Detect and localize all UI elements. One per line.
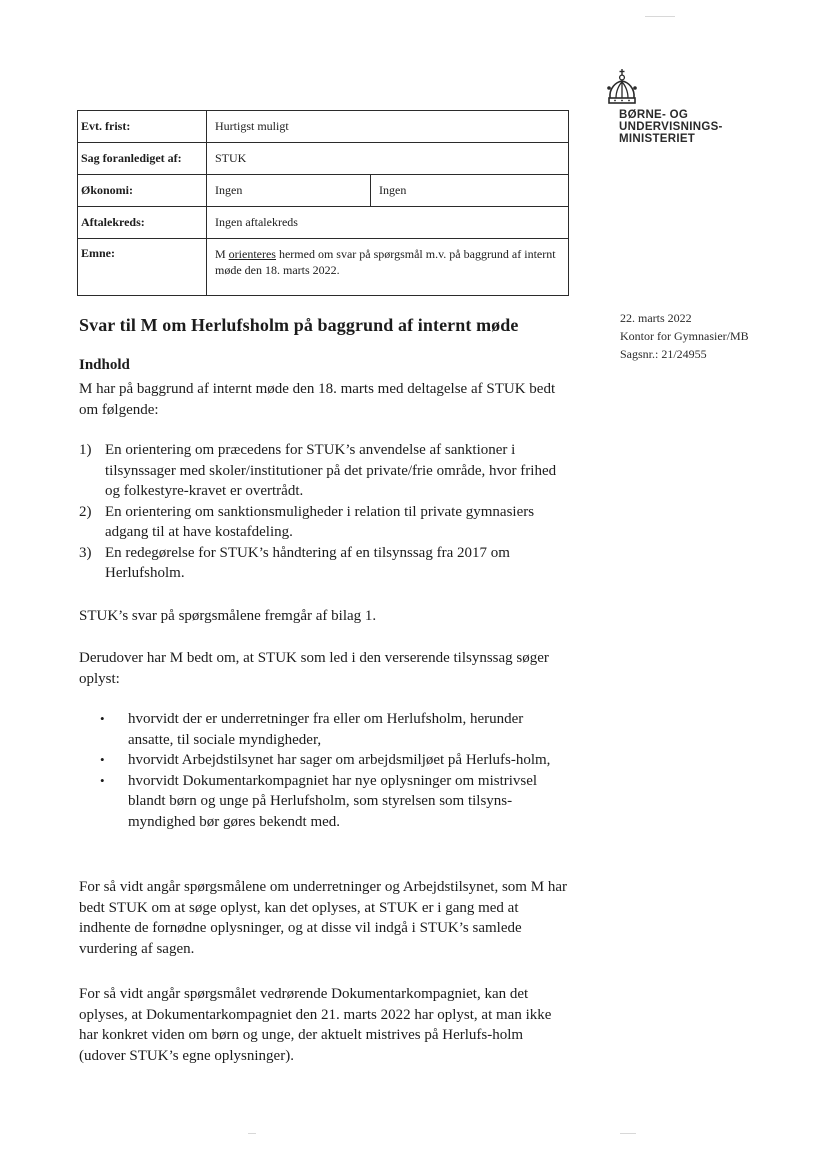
dokumentar-paragraph: For så vidt angår spørgsmålet vedrørende Dokumentarkompagniet, kan det oplyses, at Dokumentarkompagniet den 21. marts 2022 har oplyst, at man ikke har konkret viden om børn og unge, der aktuelt mistrives på Herlufs-holm (udover STUK’s egne oplysninger). <box>79 986 552 1064</box>
bullet-marker: • <box>100 772 105 788</box>
initiated-by-label: Sag foranlediget af: <box>78 143 207 175</box>
list-item-text: En redegørelse for STUK’s håndtering af en tilsynssag fra 2017 om Herlufsholm. <box>105 544 510 581</box>
subject-value <box>207 239 569 296</box>
table-row <box>78 207 569 239</box>
list-item-text: En orientering om præcedens for STUK’s anvendelse af sanktioner i tilsynssager med skoler/institutioner på det private/frie område, hvor frihed og folkestyre-kravet er overtrådt. <box>105 442 557 499</box>
deadline-value: Hurtigst muligt <box>207 111 569 143</box>
agreement-circle-value: Ingen aftalekreds <box>207 207 569 239</box>
ministry-name <box>619 109 723 145</box>
bullet-marker: • <box>100 711 105 726</box>
document-date: 22. marts 2022 <box>620 311 692 325</box>
table-row <box>78 143 569 175</box>
table-row <box>78 111 569 143</box>
scan-artifact <box>248 1133 256 1134</box>
list-item <box>79 502 569 543</box>
list-item-text: hvorvidt Dokumentarkompagniet har nye oplysninger om mistrivsel blandt børn og unge på Herlufsholm, som styrelsen som tilsyns-myndighed bør gøres bekendt med. <box>128 772 538 830</box>
intro-paragraph: M har på baggrund af internt møde den 18. marts med deltagelse af STUK bedt om følgende: <box>79 381 556 418</box>
list-item-text: En orientering om sanktionsmuligheder i relation til private gymnasiers adgang til at have kostafdeling. <box>105 503 535 540</box>
office-name: Kontor for Gymnasier/MB <box>620 329 749 343</box>
numbered-list <box>79 440 569 584</box>
document-meta <box>620 309 749 363</box>
subject-underlined: orienteres <box>228 247 276 261</box>
list-item-text: hvorvidt Arbejdstilsynet har sager om arbejdsmiljøet på Herlufs-holm, <box>128 752 551 768</box>
deadline-label: Evt. frist: <box>78 111 207 143</box>
table-row <box>78 239 569 296</box>
scan-artifact <box>645 16 675 17</box>
underretninger-paragraph: For så vidt angår spørgsmålene om underretninger og Arbejdstilsynet, som M har bedt STUK om at søge oplyst, kan det oplyses, at STUK er i gang med at indhente de fornødne oplysninger, og at disse vil indgå i STUK’s samlede vurdering af sagen. <box>79 879 567 957</box>
document-title: Svar til M om Herlufsholm på baggrund af internt møde <box>79 315 519 335</box>
case-info-table <box>77 110 569 296</box>
bullet-marker: • <box>100 752 105 767</box>
list-item <box>100 709 570 750</box>
list-item-number: 3) <box>79 544 92 561</box>
subject-label: Emne: <box>78 239 207 296</box>
economy-label: Økonomi: <box>78 175 207 207</box>
initiated-by-value: STUK <box>207 143 569 175</box>
list-item <box>100 750 570 771</box>
ministry-name-line2: UNDERVISNINGS- <box>619 121 723 133</box>
economy-value: Ingen <box>207 175 371 207</box>
ministry-name-line1: BØRNE- OG <box>619 109 689 121</box>
agreement-circle-label: Aftalekreds: <box>78 207 207 239</box>
answer-reference-paragraph: STUK’s svar på spørgsmålene fremgår af bilag 1. <box>79 608 377 624</box>
subject-prefix: M <box>215 247 229 261</box>
list-item <box>79 440 569 502</box>
case-number: Sagsnr.: 21/24955 <box>620 347 707 361</box>
table-row <box>78 175 569 207</box>
list-item-text: hvorvidt der er underretninger fra eller om Herlufsholm, herunder ansatte, til sociale myndigheder, <box>128 711 524 748</box>
scan-artifact <box>620 1133 636 1134</box>
subject-suffix: hermed om svar på spørgsmål m.v. på baggrund af internt møde den 18. marts 2022. <box>215 247 556 277</box>
ministry-name-line3: MINISTERIET <box>619 133 696 145</box>
bullet-list <box>100 709 570 832</box>
list-item-number: 2) <box>79 503 92 520</box>
list-item-number: 1) <box>79 442 92 458</box>
list-item <box>79 543 569 584</box>
list-item <box>100 771 570 833</box>
additional-request-paragraph: Derudover har M bedt om, at STUK som led i den verserende tilsynssag søger oplyst: <box>79 650 549 687</box>
economy-value-2: Ingen <box>371 175 569 207</box>
crown-icon <box>604 68 640 106</box>
section-heading: Indhold <box>79 357 130 373</box>
